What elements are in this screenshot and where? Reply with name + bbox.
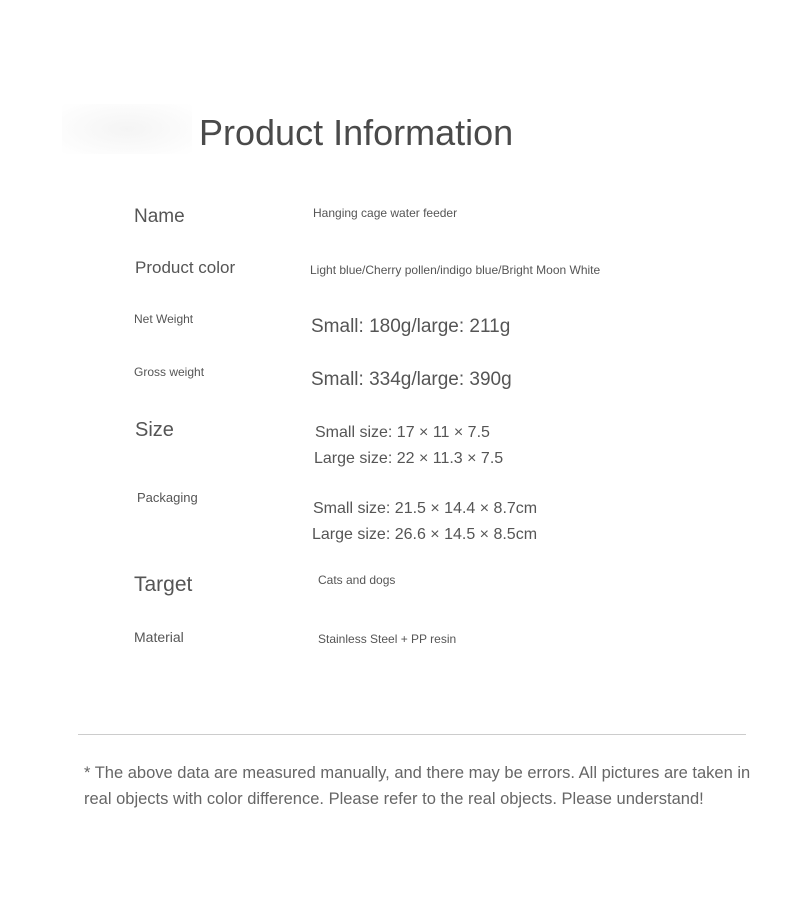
spec-value-target: Cats and dogs bbox=[318, 573, 396, 587]
spec-label-target: Target bbox=[134, 573, 193, 596]
packaging-small: Small size: 21.5 × 14.4 × 8.7cm bbox=[313, 500, 538, 517]
spec-label-packaging: Packaging bbox=[137, 490, 198, 505]
disclaimer-text: * The above data are measured manually, and there may be errors. All pictures are taken in real objects with color difference. Please refer to the real objects. Please understand! bbox=[84, 764, 751, 808]
spec-label-material: Material bbox=[134, 629, 184, 645]
spec-label-gross-weight: Gross weight bbox=[134, 365, 205, 379]
spec-label-net-weight: Net Weight bbox=[134, 312, 194, 326]
spec-value-packaging bbox=[313, 496, 537, 548]
size-small: Small size: 17 × 11 × 7.5 bbox=[315, 424, 490, 441]
spec-value-color: Light blue/Cherry pollen/indigo blue/Bright Moon White bbox=[310, 263, 601, 277]
page-title: Product Information bbox=[199, 112, 514, 153]
spec-value-material: Stainless Steel + PP resin bbox=[318, 632, 457, 646]
spec-value-name: Hanging cage water feeder bbox=[313, 206, 458, 220]
spec-value-net-weight: Small: 180g/large: 211g bbox=[311, 316, 511, 337]
spec-value-gross-weight: Small: 334g/large: 390g bbox=[311, 369, 512, 390]
spec-label-name: Name bbox=[134, 206, 185, 227]
divider bbox=[78, 734, 746, 735]
title-decoration bbox=[62, 104, 192, 154]
size-large: Large size: 22 × 11.3 × 7.5 bbox=[314, 450, 504, 467]
spec-value-size bbox=[315, 420, 503, 472]
packaging-large: Large size: 26.6 × 14.5 × 8.5cm bbox=[312, 526, 538, 543]
spec-label-size: Size bbox=[135, 419, 174, 441]
spec-label-color: Product color bbox=[135, 258, 236, 277]
